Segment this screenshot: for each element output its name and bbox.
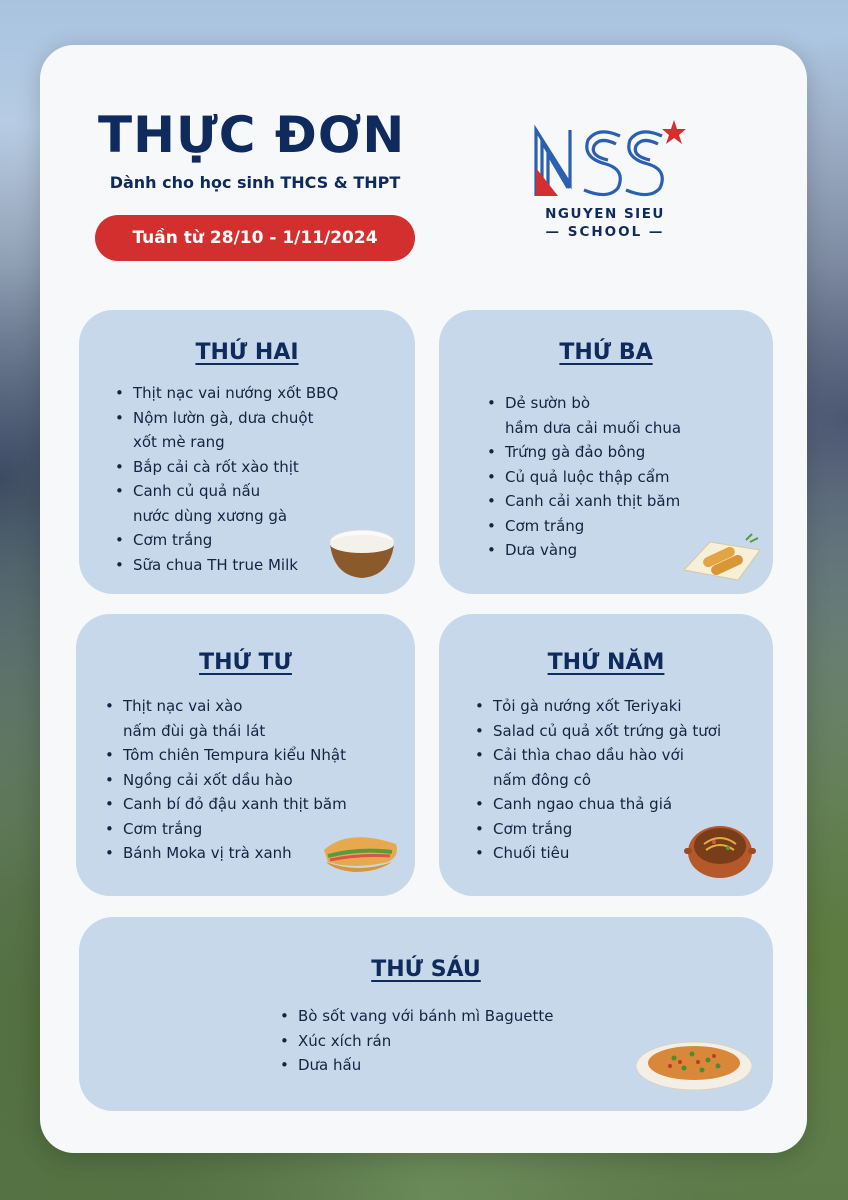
dish-item [487,465,681,490]
bullet: • [105,795,114,813]
dish-item [105,694,347,719]
dish-text: Sữa chua TH true Milk [133,555,298,574]
dish-text: Xúc xích rán [298,1031,392,1050]
dish-text: Cơm trắng [133,531,213,549]
bullet: • [487,467,496,486]
dish-item [505,416,681,441]
dish-text: Dẻ sườn bò [505,394,591,412]
dish-item [493,768,721,793]
dish-text: Chuối tiêu [493,844,570,862]
dish-item [105,792,347,817]
bullet: • [487,541,496,559]
dish-item [475,792,721,817]
bullet: • [475,721,484,740]
day-title: THỨ SÁU [371,957,481,982]
page-title: THỰC ĐƠN [98,106,406,164]
bullet: • [475,795,484,813]
bullet: • [115,531,124,549]
dish-text: nấm đông cô [493,770,591,789]
dish-text: Canh cải xanh thịt băm [505,492,681,510]
bullet: • [105,697,114,715]
dish-text: Ngồng cải xốt dầu hào [123,770,293,789]
rice-bowl-icon [326,524,398,580]
page-subtitle: Dành cho học sinh THCS & THPT [109,173,401,192]
dish-item [115,381,339,406]
dish-text: Cơm trắng [493,819,573,838]
dish-text: Bò sốt vang với bánh mì Baguette [298,1007,554,1025]
dish-item [123,719,347,744]
bullet: • [115,384,124,402]
dish-text: Cơm trắng [505,516,585,535]
dish-list [487,391,682,563]
dish-text: Thịt nạc vai nướng xốt BBQ [133,384,339,402]
dish-item [105,768,347,793]
clay-pot-stew-icon [684,820,756,882]
dish-text: Canh bí đỏ đậu xanh thịt băm [123,795,347,813]
dish-text: Dưa vàng [505,541,578,559]
week-badge: Tuần từ 28/10 - 1/11/2024 [95,215,415,261]
bullet: • [115,408,124,427]
logo-school: — SCHOOL — [545,224,665,240]
spring-roll-plate-icon [680,526,764,582]
dish-item [487,440,681,465]
dish-item [105,817,347,842]
day-title: THỨ NĂM [547,650,665,675]
dish-text: Nộm lườn gà, dưa chuột [133,408,314,427]
bullet: • [475,819,484,838]
bullet: • [115,457,124,476]
dish-item [280,1053,554,1078]
bullet: • [475,697,484,715]
dish-text: Cơm trắng [123,819,203,838]
dish-item [487,391,681,416]
dish-item [487,489,681,514]
banh-mi-sandwich-icon [318,826,402,876]
dish-item [115,553,338,578]
dish-text: xốt mè rang [133,433,225,451]
bullet: • [115,555,124,574]
dish-text: Bắp cải cà rốt xào thịt [133,457,299,476]
dish-item [105,841,347,866]
dish-item [133,504,338,529]
dish-list [115,381,339,577]
bullet: • [105,819,114,838]
bullet: • [280,1056,289,1074]
day-title: THỨ HAI [195,340,299,365]
dish-item [475,719,722,744]
dish-item [487,514,681,539]
dish-list [280,1004,554,1078]
bullet: • [487,516,496,535]
bullet: • [105,844,114,862]
dish-item [105,743,347,768]
day-title: THỨ TƯ [199,650,292,675]
day-title: THỨ BA [559,340,653,365]
dish-text: Tôm chiên Tempura kiểu Nhật [123,746,346,764]
dish-text: Cải thìa chao dầu hào với [493,746,684,764]
dish-text: Củ quả luộc thập cẩm [505,467,670,486]
bullet: • [105,770,114,789]
bullet: • [475,746,484,764]
logo-name: NGUYEN SIEU [545,206,665,222]
dish-text: hầm dưa cải muối chua [505,418,682,437]
dish-text: nấm đùi gà thái lát [123,721,266,740]
dish-item [115,455,338,480]
dish-item [475,743,721,768]
dish-item [280,1029,554,1054]
dish-text: Thịt nạc vai xào [123,697,243,715]
dish-text: Canh củ quả nấu [133,482,261,500]
bullet: • [487,394,496,412]
bullet: • [115,482,124,500]
dish-item [115,406,338,431]
dish-item [133,430,338,455]
bullet: • [280,1031,289,1050]
dish-text: Bánh Moka vị trà xanh [123,844,292,862]
dish-text: Canh ngao chua thả giá [493,795,673,813]
dish-item [115,479,338,504]
fried-rice-plate-icon [634,1036,754,1092]
bullet: • [475,844,484,862]
dish-item [115,528,338,553]
bullet: • [487,492,496,510]
dish-text: Dưa hấu [298,1056,362,1074]
dish-item [280,1004,554,1029]
dish-list [105,694,347,866]
dish-item [475,694,721,719]
dish-item [487,538,681,563]
dish-text: Salad củ quả xốt trứng gà tươi [493,721,722,740]
dish-text: nước dùng xương gà [133,506,288,525]
bullet: • [280,1007,289,1025]
bullet: • [487,443,496,461]
dish-text: Trứng gà đảo bông [505,443,646,461]
dish-text: Tỏi gà nướng xốt Teriyaki [493,697,682,715]
bullet: • [105,746,114,764]
